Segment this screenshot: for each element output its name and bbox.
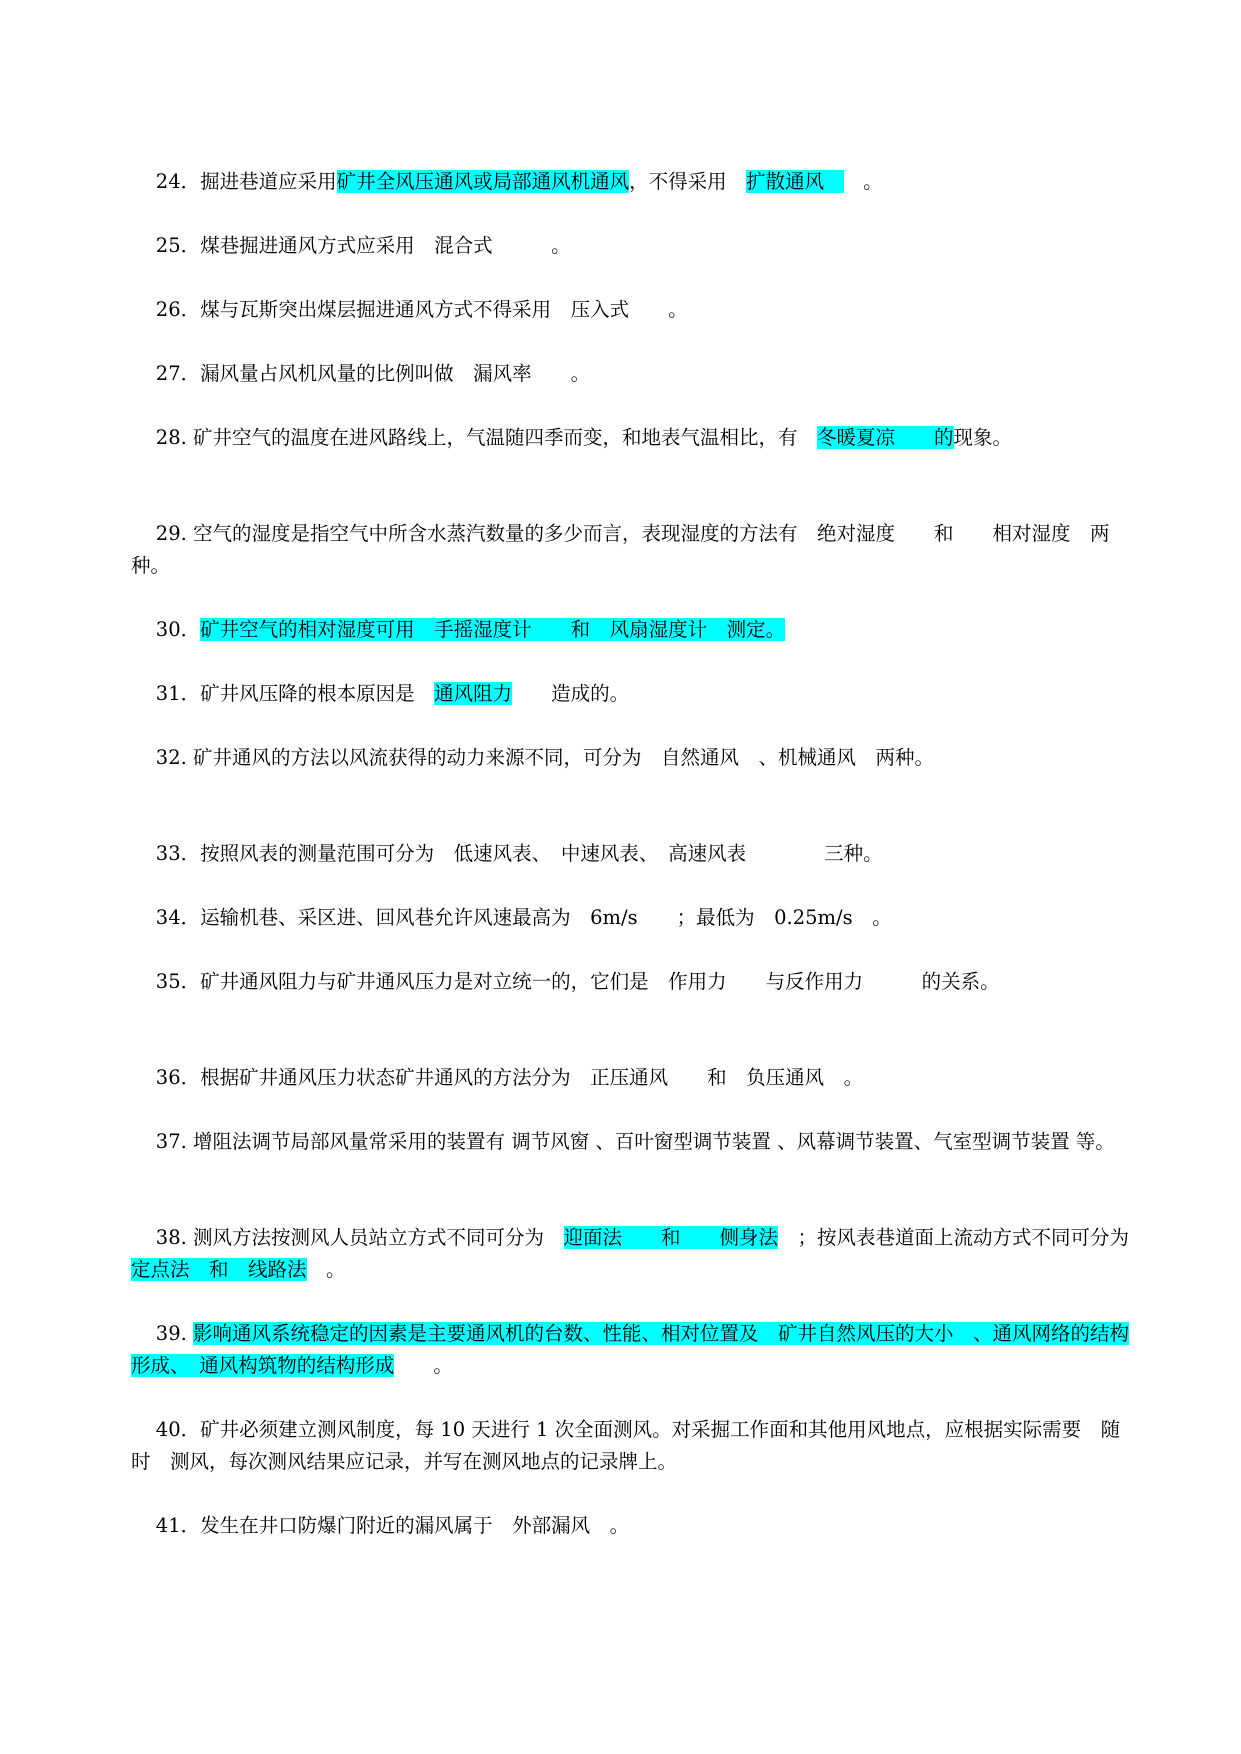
text-segment: 28. 矿井空气的温度在进风路线上，气温随四季而变，和地表气温相比，有	[155, 426, 818, 449]
highlighted-answer: 影响通风系统稳定的因素是主要通风机的台数、性能、相对位置及 矿井自然风压的大小 、通风网络的结构形成、 通风构筑物的结构形成	[131, 1322, 1130, 1377]
text-segment: 37. 增阻法调节局部风量常采用的装置有 调节风窗 、百叶窗型调节装置 、风幕调节装置、气室型调节装置 等。	[155, 1130, 1115, 1153]
highlighted-answer: 矿井空气的相对湿度可用 手摇湿度计 和 风扇湿度计 测定。	[200, 618, 786, 641]
highlighted-answer: 定点法 和 线路法	[131, 1258, 307, 1281]
text-segment: 。	[306, 1258, 346, 1281]
text-segment: 40．矿井必须建立测风制度，每 10 天进行 1 次全面测风。对采掘工作面和其他用风地点，应根据实际需要 随时 测风，每次测风结果应记录，并写在测风地点的记录牌上。	[131, 1418, 1121, 1473]
highlighted-answer: 扩散通风	[746, 170, 844, 193]
question-32	[131, 710, 1130, 806]
text-segment: 33．按照风表的测量范围可分为 低速风表、 中速风表、 高速风表 三种。	[155, 842, 883, 865]
text-segment: 26．煤与瓦斯突出煤层掘进通风方式不得采用 压入式 。	[155, 298, 688, 321]
text-segment: 。	[843, 170, 883, 193]
text-segment: 35．矿井通风阻力与矿井通风压力是对立统一的，它们是 作用力 与反作用力 的关系。	[155, 970, 1000, 993]
text-segment: 34．运输机巷、采区进、回风巷允许风速最高为 6m/s ；最低为 0.25m/s 。	[155, 906, 892, 929]
text-segment: ；按风表巷道面上流动方式不同可分为	[778, 1226, 1149, 1249]
highlighted-answer: 矿井全风压通风或局部通风机通风	[336, 170, 630, 193]
text-segment: 38. 测风方法按测风人员站立方式不同可分为	[155, 1226, 564, 1249]
highlighted-answer: 冬暖夏凉 的	[817, 426, 954, 449]
text-segment: 30．	[155, 618, 201, 641]
highlighted-answer: 通风阻力	[434, 682, 513, 705]
text-segment: 25．煤巷掘进通风方式应采用 混合式 。	[155, 234, 571, 257]
text-segment: 41．发生在井口防爆门附近的漏风属于 外部漏风 。	[155, 1514, 630, 1537]
question-41	[131, 1478, 1130, 1574]
text-segment: 32. 矿井通风的方法以风流获得的动力来源不同，可分为 自然通风 、机械通风 两种。	[155, 746, 935, 769]
text-segment: 造成的。	[512, 682, 630, 705]
text-segment: 36．根据矿井通风压力状态矿井通风的方法分为 正压通风 和 负压通风 。	[155, 1066, 864, 1089]
text-segment: ，不得采用	[629, 170, 747, 193]
question-35	[131, 934, 1130, 1030]
text-segment: 29. 空气的湿度是指空气中所含水蒸汽数量的多少而言，表现湿度的方法有 绝对湿度 和 相对湿度 两种。	[131, 522, 1110, 577]
text-segment: 39.	[155, 1322, 194, 1345]
text-segment: 24．掘进巷道应采用	[155, 170, 337, 193]
text-segment: 现象。	[953, 426, 1013, 449]
text-segment: 27．漏风量占风机风量的比例叫做 漏风率 。	[155, 362, 591, 385]
text-segment: 。	[394, 1354, 453, 1377]
question-28	[131, 390, 1130, 486]
highlighted-answer: 迎面法 和 侧身法	[563, 1226, 779, 1249]
question-37	[131, 1094, 1130, 1190]
text-segment: 31．矿井风压降的根本原因是	[155, 682, 435, 705]
